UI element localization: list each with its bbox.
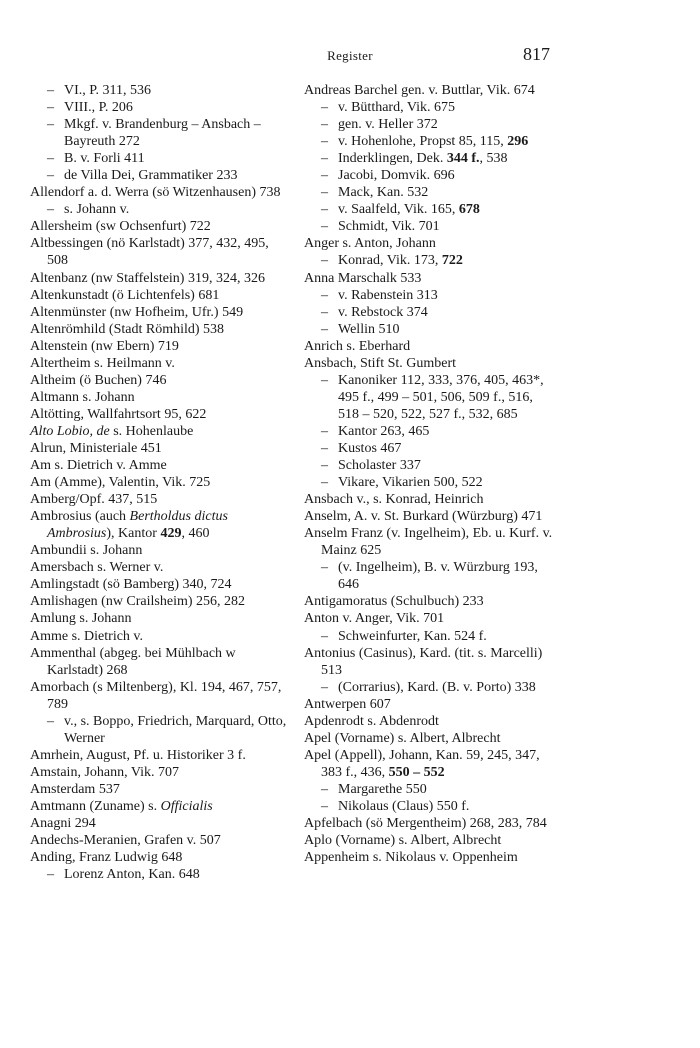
index-subentry [304,252,556,269]
index-entry: Antonius (Casinus), Kard. (tit. s. Marcelli) 513 [304,645,543,678]
index-entry: Altbessingen (nö Karlstadt) 377, 432, 495, 508 [30,236,269,269]
bold-page-ref: 550 – 552 [388,764,445,780]
italic-term: Bertholdus dictus Ambrosius [47,509,228,542]
index-entry: Amstain, Johann, Vik. 707 [30,764,180,780]
index-entry: Anna Marschalk 533 [304,270,422,286]
index-entry: Altenmünster (nw Hofheim, Ufr.) 549 [30,304,244,320]
index-entry: Altenbanz (nw Staffelstein) 319, 324, 326 [30,270,265,286]
index-subentry: – (Corrarius), Kard. (B. v. Porto) 338 [304,679,556,696]
index-entry: Altmann s. Johann [30,389,135,405]
index-entry: Anagni 294 [30,816,96,832]
index-subentry: – v., s. Boppo, Friedrich, Marquard, Otto, Werner [30,713,288,747]
index-subentry: – Margarethe 550 [304,781,556,798]
index-entry: Amersbach s. Werner v. [30,560,164,576]
page-number: 817 [523,44,550,64]
entry-text: Amtmann (Zuname) s. [30,798,161,814]
bold-page-ref: 722 [441,253,463,269]
index-entry: Allendorf a. d. Werra (sö Witzenhausen) 738 [30,185,281,201]
index-entry: Amlingstadt (sö Bamberg) 340, 724 [30,577,232,593]
index-subentry: – v. Rebstock 374 [304,304,556,321]
index-subentry: – Schmidt, Vik. 701 [304,218,556,235]
index-entry: Amme s. Dietrich v. [30,628,144,644]
index-entry: Alrun, Ministeriale 451 [30,440,162,456]
entry-text: Ambrosius (auch [30,509,130,525]
index-entry: Altenrömhild (Stadt Römhild) 538 [30,321,225,337]
index-subentry: – Schweinfurter, Kan. 524 f. [304,628,556,645]
index-entry: Ammenthal (abgeg. bei Mühlbach w Karlstadt) 268 [30,645,236,678]
index-subentry: – B. v. Forli 411 [30,150,288,167]
index-subentry: – Jacobi, Domvik. 696 [304,167,556,184]
index-entry: Antwerpen 607 [304,696,391,712]
index-subentry [304,150,556,167]
index-entry: Amlishagen (nw Crailsheim) 256, 282 [30,594,246,610]
index-subentry: – Vikare, Vikarien 500, 522 [304,474,556,491]
index-entry: Ambundii s. Johann [30,543,143,559]
bold-page-ref: 429 [160,526,182,542]
index-subentry: – v. Rabenstein 313 [304,287,556,304]
index-entry: Appenheim s. Nikolaus v. Oppenheim [304,850,518,866]
index-entry: Allersheim (sw Ochsenfurt) 722 [30,219,211,235]
entry-text: , 460 [181,526,210,542]
index-entry [30,508,288,542]
index-entry: Amsterdam 537 [30,781,120,797]
index-subentry: – Mack, Kan. 532 [304,184,556,201]
index-entry: Amlung s. Johann [30,611,132,627]
entry-text: Apel (Appell), Johann, Kan. 59, 245, 347, 383 f., 436, [304,747,540,780]
index-entry: Anselm, A. v. St. Burkard (Würzburg) 471 [304,509,543,525]
entry-text: v. Hohenlohe, Propst 85, 115, [338,134,508,150]
index-entry: Am (Amme), Valentin, Vik. 725 [30,475,211,491]
bold-page-ref: 344 f. [446,151,480,167]
index-entry: Anrich s. Eberhard [304,338,411,354]
index-entry: Antigamoratus (Schulbuch) 233 [304,594,484,610]
italic-term: Alto Lobio, de [30,423,110,439]
index-entry [304,747,556,781]
index-subentry: – gen. v. Heller 372 [304,116,556,133]
index-subentry: – Lorenz Anton, Kan. 648 [30,866,288,883]
index-subentry: – VIII., P. 206 [30,99,288,116]
index-entry: Apfelbach (sö Mergentheim) 268, 283, 784 [304,816,547,832]
index-entry: Andreas Barchel gen. v. Buttlar, Vik. 674 [304,83,535,98]
entry-text: s. Hohenlaube [109,423,194,439]
index-entry [30,798,288,815]
entry-text: Inderklingen, Dek. [338,151,447,167]
index-entry: Apdenrodt s. Abdenrodt [304,713,439,729]
index-entry: Ansbach, Stift St. Gumbert [304,355,457,371]
index-subentry: – Scholaster 337 [304,457,556,474]
index-subentry: – (v. Ingelheim), B. v. Würzburg 193, 646 [304,559,556,593]
index-entry: Am s. Dietrich v. Amme [30,458,167,474]
index-entry: Altheim (ö Buchen) 746 [30,372,167,388]
index-subentry: – Nikolaus (Claus) 550 f. [304,798,556,815]
index-entry: Ansbach v., s. Konrad, Heinrich [304,492,484,508]
index-subentry: – v. Bütthard, Vik. 675 [304,99,556,116]
running-title: Register [327,48,373,63]
index-entry: Aplo (Vorname) s. Albert, Albrecht [304,833,502,849]
index-subentry [304,133,556,150]
index-entry: Amorbach (s Miltenberg), Kl. 194, 467, 757, 789 [30,679,282,712]
bold-page-ref: 678 [458,202,480,218]
index-subentry: – Wellin 510 [304,321,556,338]
index-entry: Altenstein (nw Ebern) 719 [30,338,179,354]
index-entry: Anselm Franz (v. Ingelheim), Eb. u. Kurf. v. Mainz 625 [304,526,553,559]
index-subentry: – s. Johann v. [30,201,288,218]
index-entry: Altertheim s. Heilmann v. [30,355,175,371]
index-column-right [304,82,556,866]
index-entry: Anton v. Anger, Vik. 701 [304,611,445,627]
index-entry: Altenkunstadt (ö Lichtenfels) 681 [30,287,220,303]
index-subentry: – VI., P. 311, 536 [30,82,288,99]
index-subentry: – de Villa Dei, Grammatiker 233 [30,167,288,184]
index-subentry: – Mkgf. v. Brandenburg – Ansbach – Bayreuth 272 [30,116,288,150]
index-entry: Anding, Franz Ludwig 648 [30,850,183,866]
index-subentry: – Kantor 263, 465 [304,423,556,440]
index-entry [30,423,288,440]
index-entry: Altötting, Wallfahrtsort 95, 622 [30,406,207,422]
entry-text: ), Kantor [106,526,161,542]
index-entry: Anger s. Anton, Johann [304,236,436,252]
page-header [0,44,700,68]
entry-text: Konrad, Vik. 173, [338,253,442,269]
index-entry: Amrhein, August, Pf. u. Historiker 3 f. [30,747,246,763]
index-entry: Amberg/Opf. 437, 515 [30,492,158,508]
index-subentry [304,201,556,218]
entry-text: , 538 [479,151,508,167]
index-entry: Andechs-Meranien, Grafen v. 507 [30,833,221,849]
index-subentry: – Kanoniker 112, 333, 376, 405, 463*, 495 f., 499 – 501, 506, 509 f., 516, 518 – 520, 522, 527 f., 532, 685 [304,372,556,423]
entry-text: v. Saalfeld, Vik. 165, [338,202,459,218]
index-column-left [30,82,288,883]
italic-term: Officialis [160,798,213,814]
bold-page-ref: 296 [507,134,529,150]
index-subentry: – Kustos 467 [304,440,556,457]
index-entry: Apel (Vorname) s. Albert, Albrecht [304,730,501,746]
